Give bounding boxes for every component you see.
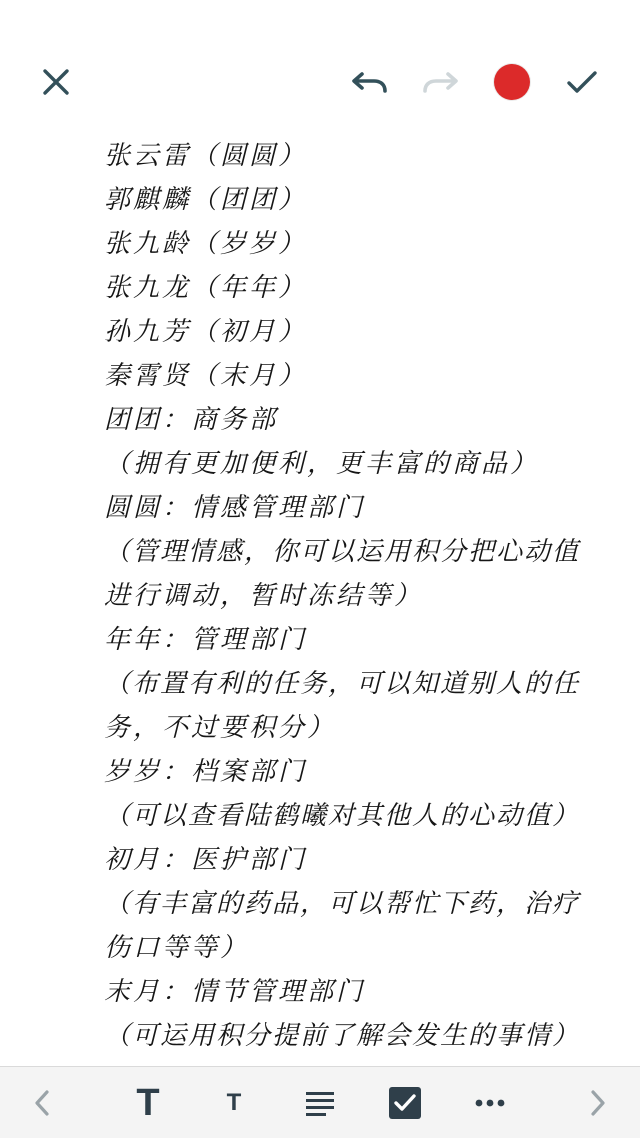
note-line: 务，不过要积分）: [104, 713, 337, 743]
note-line: 年年：管理部门: [104, 625, 308, 655]
redo-button[interactable]: [416, 58, 464, 106]
title-text-icon: T: [136, 1082, 160, 1124]
note-line: 圆圆：情感管理部门: [104, 493, 366, 523]
close-button[interactable]: [32, 58, 80, 106]
note-line: （布置有利的任务，可以知道别人的任: [104, 669, 581, 699]
next-button[interactable]: [574, 1079, 622, 1127]
note-line: 张云雷（圆圆）: [104, 141, 308, 171]
note-line: （拥有更加便利，更丰富的商品）: [104, 449, 540, 479]
more-icon: [474, 1098, 506, 1108]
checkbox-icon: [388, 1086, 422, 1120]
top-toolbar: [0, 0, 640, 130]
note-line: 初月：医护部门: [104, 845, 308, 875]
align-button[interactable]: [296, 1079, 344, 1127]
undo-button[interactable]: [346, 58, 394, 106]
done-button[interactable]: [558, 58, 606, 106]
note-line: 秦霄贤（末月）: [104, 361, 308, 391]
note-line: 末月：情节管理部门: [104, 977, 366, 1007]
body-text-icon: T: [226, 1089, 242, 1116]
note-line: 进行调动，暂时冻结等）: [104, 581, 424, 611]
previous-button[interactable]: [18, 1079, 66, 1127]
bottom-toolbar: [0, 1066, 640, 1138]
note-content[interactable]: [104, 134, 604, 1058]
chevron-left-icon: [30, 1087, 54, 1119]
note-line: 郭麒麟（团团）: [104, 185, 308, 215]
align-justify-icon: [304, 1089, 336, 1117]
note-line: 团团：商务部: [104, 405, 279, 435]
checkmark-icon: [565, 68, 599, 96]
note-line: 岁岁：档案部门: [104, 757, 308, 787]
more-button[interactable]: [466, 1079, 514, 1127]
note-line: （有丰富的药品，可以帮忙下药，治疗: [104, 889, 581, 919]
note-line: 孙九芳（初月）: [104, 317, 308, 347]
body-style-button[interactable]: [210, 1079, 258, 1127]
pen-color-button[interactable]: [488, 58, 536, 106]
note-line: 张九龄（岁岁）: [104, 229, 308, 259]
close-icon: [41, 67, 71, 97]
redo-icon: [420, 68, 460, 96]
chevron-right-icon: [586, 1087, 610, 1119]
note-line: （管理情感，你可以运用积分把心动值: [104, 537, 581, 567]
undo-icon: [350, 68, 390, 96]
title-style-button[interactable]: [124, 1079, 172, 1127]
note-line: （可以查看陆鹤曦对其他人的心动值）: [104, 801, 581, 831]
checkbox-button[interactable]: [381, 1079, 429, 1127]
note-line: 伤口等等）: [104, 933, 250, 963]
color-swatch-icon: [494, 64, 530, 100]
note-line: （可运用积分提前了解会发生的事情）: [104, 1021, 581, 1051]
note-line: 张九龙（年年）: [104, 273, 308, 303]
